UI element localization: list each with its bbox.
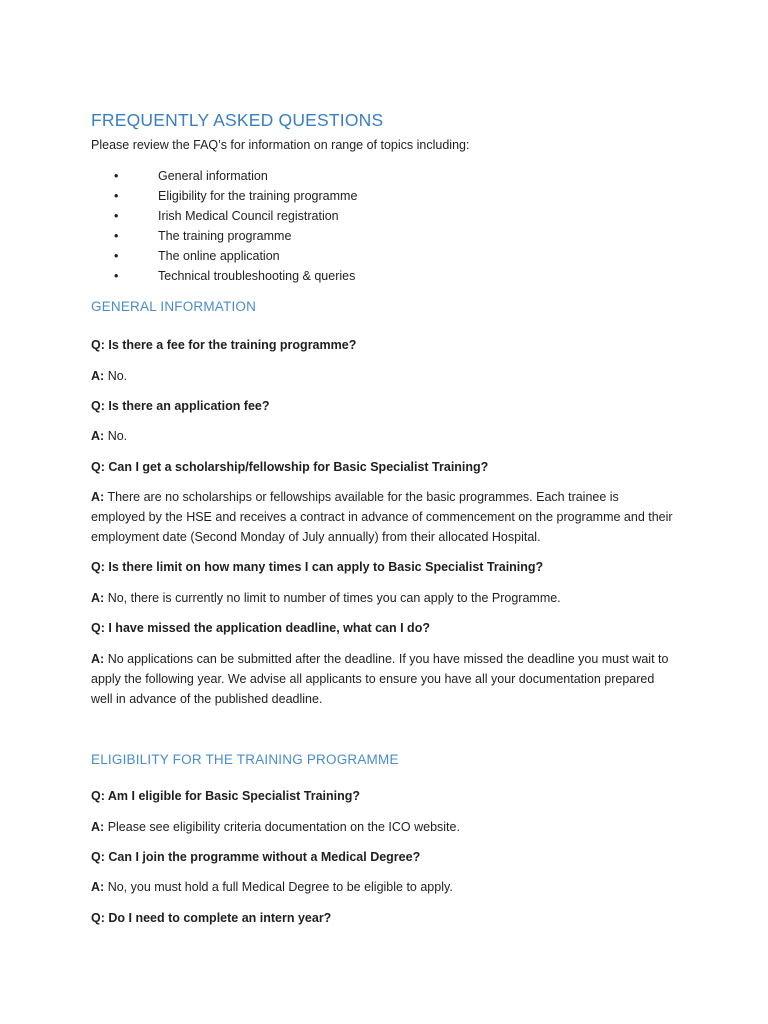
bullet-icon: •: [114, 209, 119, 223]
faq-question: Q: Can I join the programme without a Medical Degree?: [91, 850, 421, 864]
answer-text: No.: [107, 369, 128, 383]
faq-answer: [91, 426, 127, 446]
faq-question: Q: Am I eligible for Basic Specialist Training?: [91, 789, 361, 803]
faq-question: Q: Do I need to complete an intern year?: [91, 911, 332, 925]
faq-question: Q: Is there a fee for the training programme?: [91, 338, 357, 352]
topic-label: General information: [158, 169, 268, 183]
answer-prefix: A:: [91, 820, 105, 834]
intro-text: Please review the FAQ’s for information on range of topics including:: [91, 138, 470, 152]
faq-answer: [91, 588, 561, 608]
faq-question: Q: I have missed the application deadline, what can I do?: [91, 621, 430, 635]
bullet-icon: •: [114, 269, 119, 283]
faq-question: Q: Is there an application fee?: [91, 399, 270, 413]
topic-label: Irish Medical Council registration: [158, 209, 339, 223]
faq-question: Q: Can I get a scholarship/fellowship for Basic Specialist Training?: [91, 460, 489, 474]
answer-prefix: A:: [91, 591, 105, 605]
faq-answer: [91, 877, 453, 897]
page-title: FREQUENTLY ASKED QUESTIONS: [91, 110, 384, 130]
topic-label: Technical troubleshooting & queries: [158, 269, 356, 283]
faq-answer: [91, 366, 127, 386]
section-heading-general: GENERAL INFORMATION: [91, 299, 257, 314]
bullet-icon: •: [114, 229, 119, 243]
list-item: [0, 246, 768, 266]
answer-text: No applications can be submitted after the deadline. If you have missed the deadline you must wait to apply the following year. We advise all applicants to ensure you have all your documentation prepared well in advance of the published deadline.: [91, 652, 669, 706]
faq-answer: [91, 649, 676, 709]
topic-label: Eligibility for the training programme: [158, 189, 358, 203]
bullet-icon: •: [114, 189, 119, 203]
topic-label: The training programme: [158, 229, 292, 243]
list-item: [0, 166, 768, 186]
answer-text: There are no scholarships or fellowships available for the basic programmes. Each trainee is employed by the HSE and receives a contract in advance of commencement on the programme and their employment date (Second Monday of July annually) from their allocated Hospital.: [91, 490, 673, 544]
answer-text: No, you must hold a full Medical Degree to be eligible to apply.: [107, 880, 453, 894]
answer-text: No.: [107, 429, 128, 443]
answer-prefix: A:: [91, 652, 105, 666]
list-item: [0, 266, 768, 286]
faq-question: Q: Is there limit on how many times I can apply to Basic Specialist Training?: [91, 560, 544, 574]
bullet-icon: •: [114, 169, 119, 183]
answer-prefix: A:: [91, 369, 105, 383]
section-heading-eligibility: ELIGIBILITY FOR THE TRAINING PROGRAMME: [91, 752, 399, 767]
list-item: [0, 186, 768, 206]
answer-prefix: A:: [91, 429, 105, 443]
answer-text: Please see eligibility criteria documentation on the ICO website.: [107, 820, 460, 834]
answer-prefix: A:: [91, 880, 105, 894]
topic-label: The online application: [158, 249, 280, 263]
bullet-icon: •: [114, 249, 119, 263]
faq-answer: [91, 487, 676, 547]
list-item: [0, 226, 768, 246]
list-item: [0, 206, 768, 226]
faq-answer: [91, 817, 460, 837]
answer-prefix: A:: [91, 490, 105, 504]
answer-text: No, there is currently no limit to number of times you can apply to the Programme.: [107, 591, 561, 605]
